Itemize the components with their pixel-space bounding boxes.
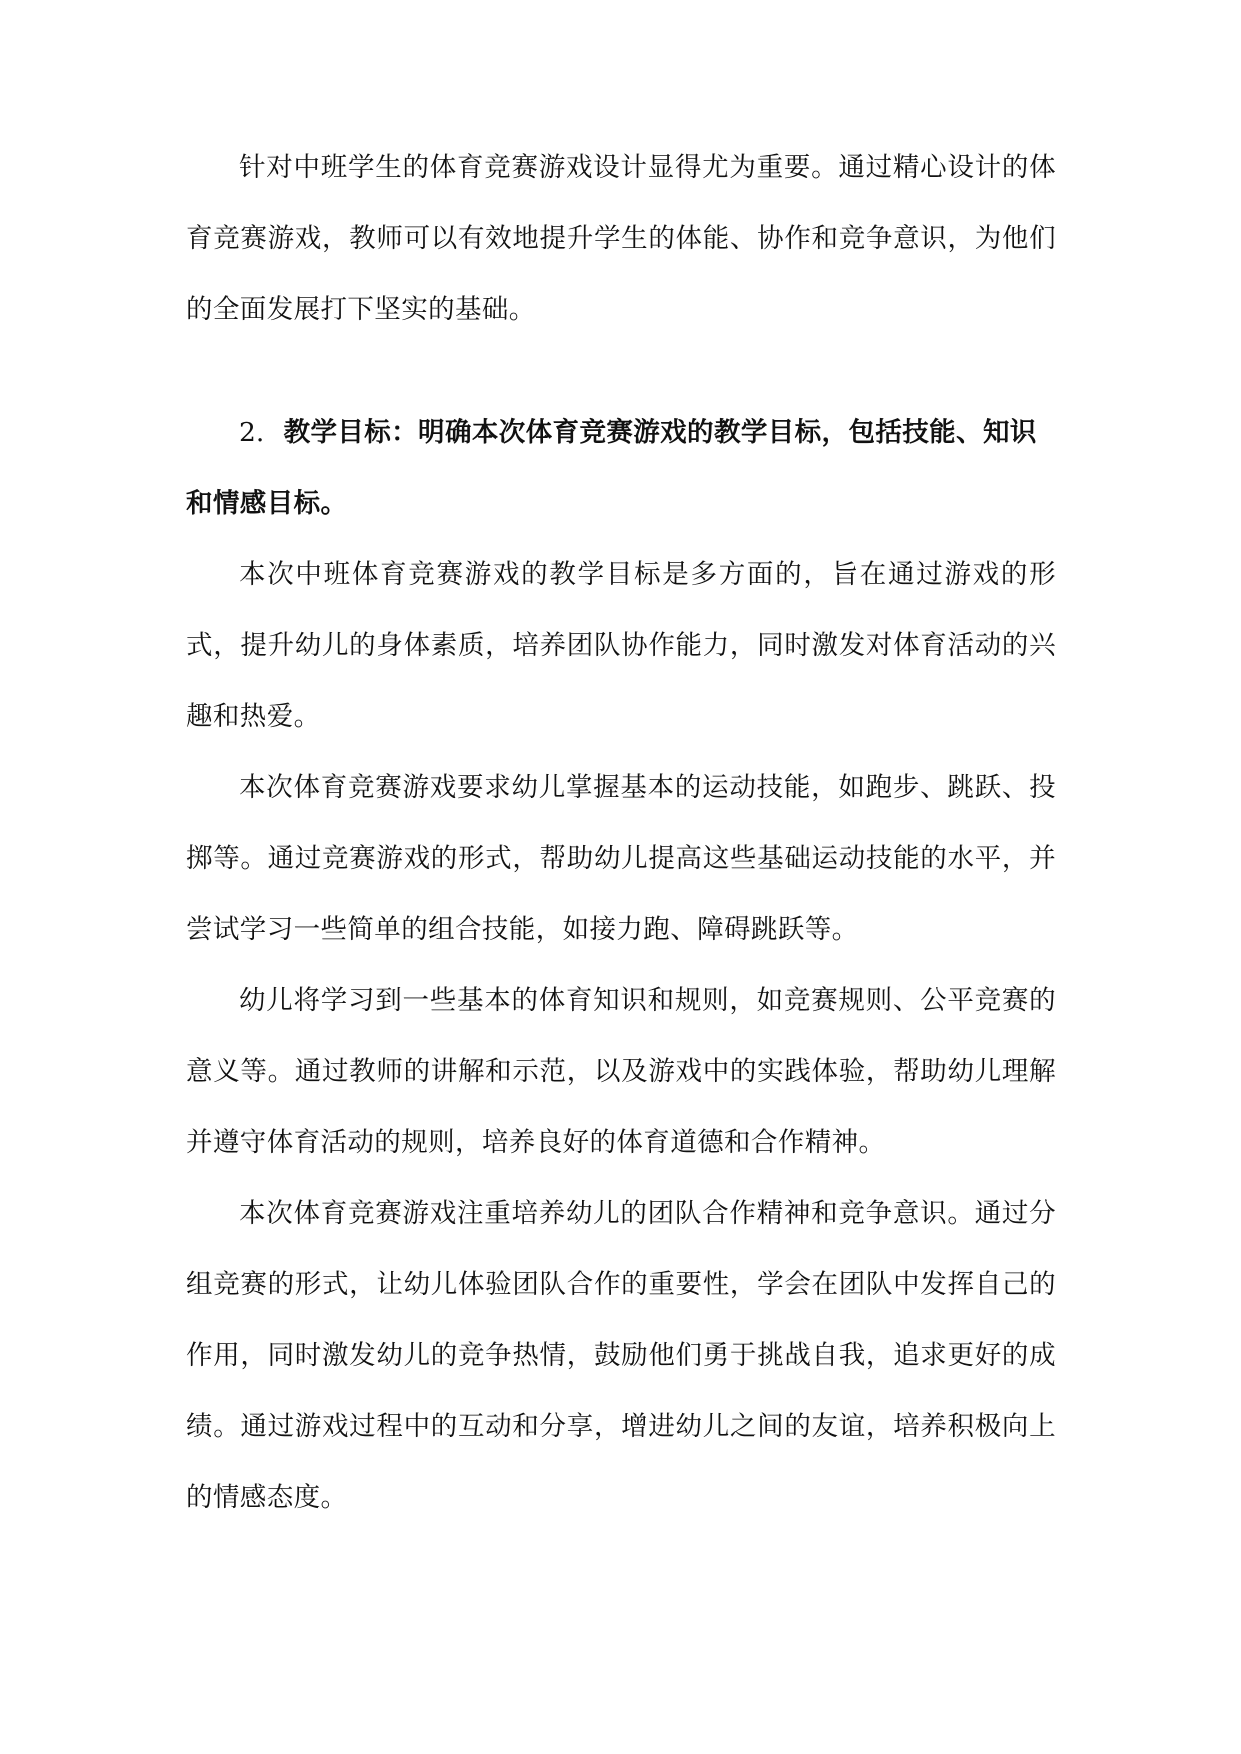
paragraph-emotional-goals: 本次体育竞赛游戏注重培养幼儿的团队合作精神和竞争意识。通过分组竞赛的形式，让幼儿体验团队合作的重要性，学会在团队中发挥自己的作用，同时激发幼儿的竞争热情，鼓励他们勇于挑战自我，追求更好的成绩。通过游戏过程中的互动和分享，增进幼儿之间的友谊，培养积极向上的情感态度。 (186, 1198, 1056, 1513)
section-number: 2. (239, 417, 265, 448)
section-heading-teaching-goals (186, 397, 1056, 539)
paragraph-intro-summary: 针对中班学生的体育竞赛游戏设计显得尤为重要。通过精心设计的体育竞赛游戏，教师可以有效地提升学生的体能、协作和竞争意识，为他们的全面发展打下坚实的基础。 (186, 152, 1056, 325)
paragraph-goals-overview: 本次中班体育竞赛游戏的教学目标是多方面的，旨在通过游戏的形式，提升幼儿的身体素质，培养团队协作能力，同时激发对体育活动的兴趣和热爱。 (186, 559, 1056, 732)
document-body (186, 132, 1056, 1533)
paragraph-skill-goals: 本次体育竞赛游戏要求幼儿掌握基本的运动技能，如跑步、跳跃、投掷等。通过竞赛游戏的形式，帮助幼儿提高这些基础运动技能的水平，并尝试学习一些简单的组合技能，如接力跑、障碍跳跃等。 (186, 772, 1056, 945)
paragraph-knowledge-goals: 幼儿将学习到一些基本的体育知识和规则，如竞赛规则、公平竞赛的意义等。通过教师的讲解和示范，以及游戏中的实践体验，帮助幼儿理解并遵守体育活动的规则，培养良好的体育道德和合作精神。 (186, 985, 1056, 1158)
section-heading-text: 教学目标：明确本次体育竞赛游戏的教学目标，包括技能、知识和情感目标。 (186, 417, 1037, 519)
